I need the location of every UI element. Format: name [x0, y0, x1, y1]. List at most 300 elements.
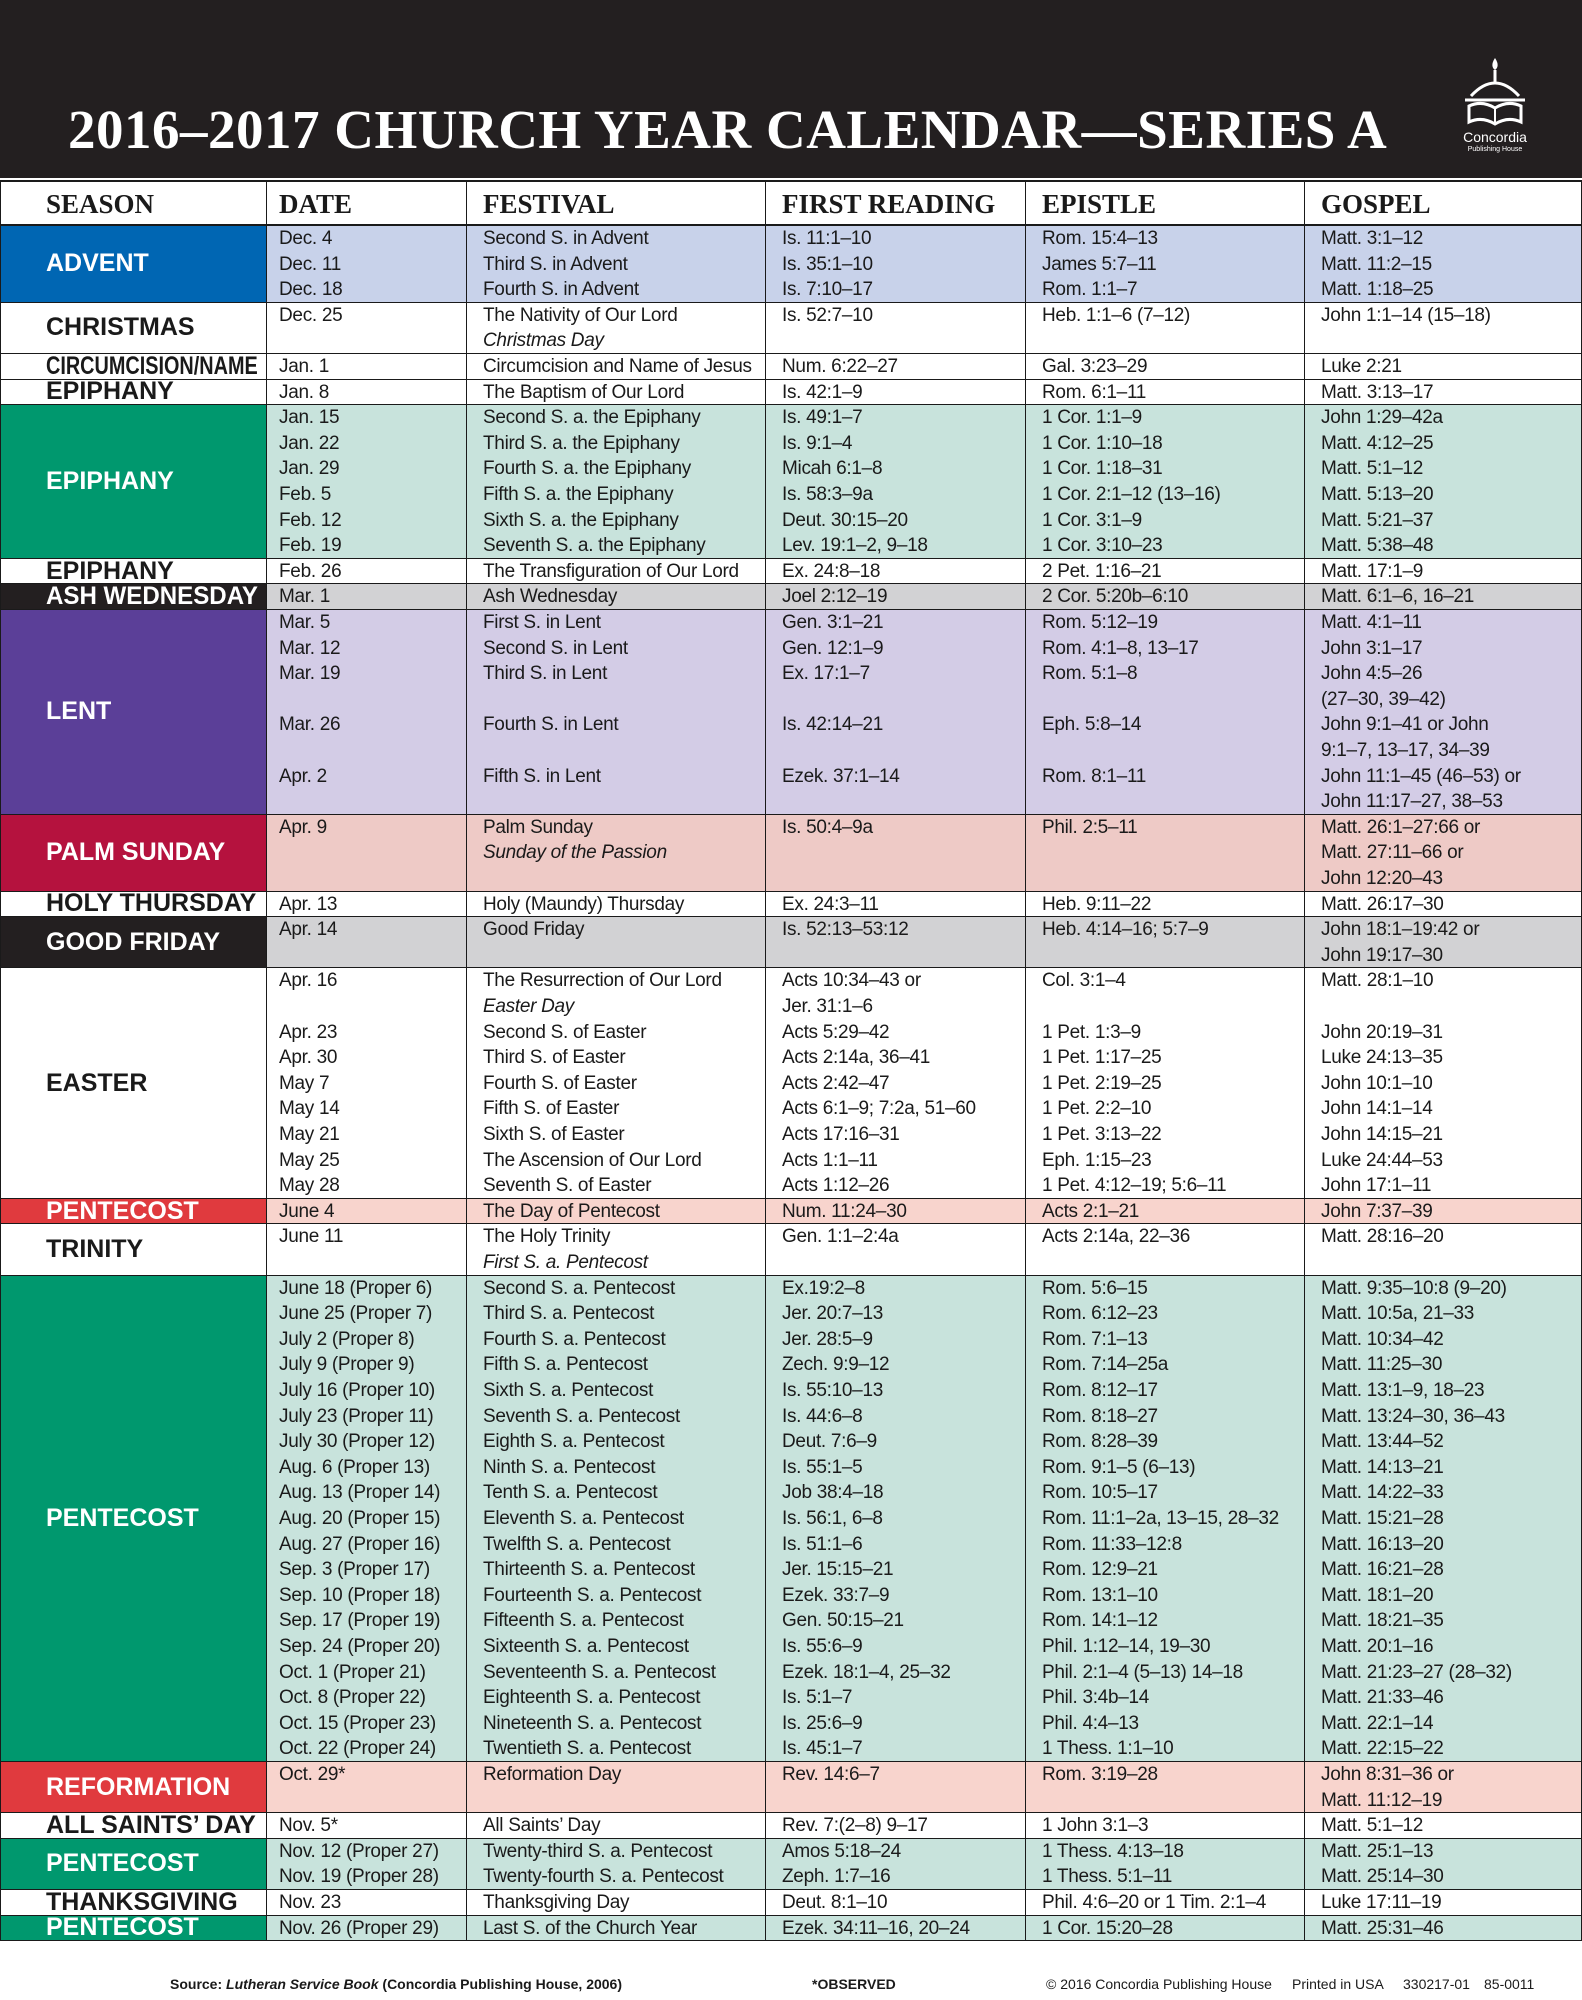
first-reading-cell: Ezek. 37:1–14 — [782, 765, 900, 787]
date-cell: Oct. 8 (Proper 22) — [279, 1687, 426, 1709]
table-row — [266, 1532, 1582, 1558]
gospel-cell: Matt. 18:1–20 — [1321, 1584, 1434, 1606]
season-rows — [266, 584, 1582, 610]
first-reading-cell: Ex. 24:8–18 — [782, 560, 881, 582]
epistle-cell: 1 Pet. 2:2–10 — [1042, 1098, 1152, 1120]
epistle-cell: 1 Cor. 1:18–31 — [1042, 458, 1163, 480]
gospel-cell: Matt. 4:1–11 — [1321, 612, 1422, 633]
season-band — [0, 226, 1582, 303]
page-title: 2016–2017 CHURCH YEAR CALENDAR—SERIES A — [68, 99, 1388, 160]
season-rows — [266, 1916, 1582, 1942]
epistle-cell: Rom. 9:1–5 (6–13) — [1042, 1456, 1196, 1478]
gospel-cell: Matt. 5:13–20 — [1321, 483, 1434, 505]
first-reading-cell: Is. 56:1, 6–8 — [782, 1507, 883, 1529]
date-cell: Feb. 26 — [279, 560, 342, 582]
date-cell: Jan. 8 — [279, 381, 329, 403]
catalog-code: 85-0011 — [1484, 1976, 1535, 1992]
season-label-text: EASTER — [46, 1068, 148, 1097]
gospel-cell: John 7:37–39 — [1321, 1200, 1433, 1222]
first-reading-cell: Zeph. 1:7–16 — [782, 1866, 891, 1888]
date-cell: June 4 — [279, 1200, 335, 1222]
gospel-cell: John 11:1–45 (46–53) or — [1321, 765, 1521, 787]
table-row — [266, 1020, 1582, 1046]
first-reading-cell: Is. 42:1–9 — [782, 381, 863, 403]
date-cell: Jan. 15 — [279, 407, 340, 429]
first-reading-cell: Is. 45:1–7 — [782, 1738, 863, 1760]
source-title: Lutheran Service Book — [226, 1976, 379, 1992]
gospel-cell: Matt. 25:14–30 — [1321, 1866, 1444, 1888]
date-cell: Apr. 2 — [279, 765, 327, 787]
season-label-text: PENTECOST — [46, 1913, 199, 1942]
season-label-text: CIRCUMCISION/NAME — [46, 351, 258, 380]
first-reading-cell: Is. 5:1–7 — [782, 1687, 853, 1709]
season-rows — [266, 405, 1582, 559]
epistle-cell: 1 Thess. 4:13–18 — [1042, 1840, 1184, 1862]
date-cell: Aug. 13 (Proper 14) — [279, 1482, 441, 1504]
festival-cell: The Transfiguration of Our Lord — [483, 560, 739, 582]
festival-cell: Fifth S. of Easter — [483, 1098, 620, 1120]
season-label — [0, 968, 266, 1197]
festival-cell: Fifteenth S. a. Pentecost — [483, 1610, 684, 1632]
season-rows — [266, 380, 1582, 406]
season-label — [0, 226, 266, 302]
observed-note: *OBSERVED — [812, 1976, 896, 1992]
publisher-logo — [1455, 56, 1535, 160]
date-cell: July 2 (Proper 8) — [279, 1328, 415, 1350]
season-rows — [266, 1890, 1582, 1916]
season-band — [0, 377, 1582, 406]
season-rows — [266, 559, 1582, 585]
date-cell: Mar. 1 — [279, 586, 330, 608]
table-row — [266, 866, 1582, 892]
table-row — [266, 482, 1582, 508]
table-row — [266, 764, 1582, 790]
first-reading-cell: Lev. 19:1–2, 9–18 — [782, 535, 928, 557]
festival-cell: Second S. of Easter — [483, 1021, 647, 1043]
date-cell: Feb. 5 — [279, 483, 332, 505]
printed-text: Printed in USA — [1292, 1976, 1384, 1992]
season-label — [0, 1913, 266, 1942]
column-rule — [466, 180, 467, 1941]
gospel-cell: Matt. 10:5a, 21–33 — [1321, 1303, 1475, 1325]
date-cell: Apr. 16 — [279, 970, 338, 992]
date-cell: May 21 — [279, 1123, 340, 1145]
gospel-cell: Matt. 21:23–27 (28–32) — [1321, 1661, 1512, 1683]
gospel-cell: Matt. 28:16–20 — [1321, 1226, 1444, 1248]
product-code: 330217-01 — [1403, 1976, 1470, 1992]
festival-cell: The Day of Pentecost — [483, 1200, 660, 1222]
epistle-cell: Rom. 8:1–11 — [1042, 765, 1147, 787]
epistle-cell: 1 Cor. 3:10–23 — [1042, 535, 1163, 557]
season-band — [0, 1887, 1582, 1916]
column-rule — [266, 180, 267, 1941]
date-cell: Nov. 19 (Proper 28) — [279, 1866, 439, 1888]
source-suffix: (Concordia Publishing House, 2006) — [378, 1976, 622, 1992]
festival-cell: Seventh S. of Easter — [483, 1175, 652, 1197]
table-row — [266, 1327, 1582, 1353]
gospel-cell: John 18:1–19:42 or — [1321, 919, 1480, 941]
gospel-cell: Matt. 22:1–14 — [1321, 1712, 1434, 1734]
season-label-text: EPIPHANY — [46, 377, 174, 406]
gospel-cell: Matt. 5:1–12 — [1321, 458, 1424, 480]
season-band — [0, 584, 1582, 610]
table-row — [266, 1711, 1582, 1737]
season-label — [0, 1887, 266, 1916]
date-cell: Oct. 22 (Proper 24) — [279, 1738, 436, 1760]
epistle-cell: 1 Pet. 1:17–25 — [1042, 1047, 1162, 1069]
date-cell: July 23 (Proper 11) — [279, 1405, 434, 1427]
first-reading-cell: Is. 35:1–10 — [782, 253, 873, 275]
date-cell: Apr. 9 — [279, 816, 327, 838]
season-band — [0, 610, 1582, 815]
season-label-text: PENTECOST — [46, 1196, 199, 1225]
first-reading-cell: Is. 55:1–5 — [782, 1456, 863, 1478]
first-reading-cell: Is. 52:7–10 — [782, 304, 873, 326]
table-row — [266, 1634, 1582, 1660]
season-label-text: LENT — [46, 697, 112, 726]
epistle-cell: Rom. 5:12–19 — [1042, 612, 1158, 633]
epistle-cell: 1 Cor. 1:10–18 — [1042, 432, 1163, 454]
epistle-cell: 2 Cor. 5:20b–6:10 — [1042, 586, 1188, 608]
date-cell: July 16 (Proper 10) — [279, 1379, 435, 1401]
season-label — [0, 303, 266, 353]
epistle-cell: Rom. 13:1–10 — [1042, 1584, 1158, 1606]
table-row — [266, 456, 1582, 482]
festival-cell: Circumcision and Name of Jesus — [483, 356, 752, 377]
table-row — [266, 1045, 1582, 1071]
table-row — [266, 226, 1582, 252]
first-reading-cell: Ezek. 33:7–9 — [782, 1584, 890, 1606]
season-rows — [266, 1224, 1582, 1275]
table-row — [266, 277, 1582, 303]
festival-cell: Sunday of the Passion — [483, 842, 667, 864]
date-cell: Mar. 5 — [279, 612, 330, 633]
festival-cell: Thanksgiving Day — [483, 1892, 630, 1913]
festival-cell: First S. a. Pentecost — [483, 1251, 648, 1273]
table-row — [266, 1506, 1582, 1532]
epistle-cell: Rom. 5:1–8 — [1042, 663, 1138, 685]
first-reading-cell: Rev. 7:(2–8) 9–17 — [782, 1815, 928, 1837]
date-cell: Apr. 23 — [279, 1021, 338, 1043]
gospel-cell: Luke 24:13–35 — [1321, 1047, 1443, 1069]
epistle-cell: Phil. 2:5–11 — [1042, 816, 1138, 838]
date-cell: July 9 (Proper 9) — [279, 1354, 415, 1376]
epistle-cell: Phil. 4:6–20 or 1 Tim. 2:1–4 — [1042, 1892, 1266, 1913]
epistle-cell: 1 Cor. 1:1–9 — [1042, 407, 1142, 429]
first-reading-cell: Ezek. 18:1–4, 25–32 — [782, 1661, 951, 1683]
epistle-cell: Rom. 12:9–21 — [1042, 1559, 1158, 1581]
festival-cell: Eleventh S. a. Pentecost — [483, 1507, 684, 1529]
epistle-cell: Rom. 14:1–12 — [1042, 1610, 1158, 1632]
first-reading-cell: Micah 6:1–8 — [782, 458, 883, 480]
epistle-cell: Heb. 4:14–16; 5:7–9 — [1042, 919, 1209, 941]
gospel-cell: Matt. 13:24–30, 36–43 — [1321, 1405, 1505, 1427]
first-reading-cell: Ex. 24:3–11 — [782, 893, 879, 915]
date-cell: Sep. 24 (Proper 20) — [279, 1635, 441, 1657]
date-cell: Apr. 13 — [279, 893, 338, 915]
season-label-text: EPIPHANY — [46, 556, 174, 585]
date-cell: Jan. 29 — [279, 458, 340, 480]
date-cell: May 7 — [279, 1072, 330, 1094]
table-row — [266, 354, 1582, 380]
date-cell: July 30 (Proper 12) — [279, 1431, 435, 1453]
epistle-cell: Phil. 4:4–13 — [1042, 1712, 1139, 1734]
festival-cell: Reformation Day — [483, 1764, 622, 1785]
season-band — [0, 889, 1582, 918]
first-reading-cell: Jer. 28:5–9 — [782, 1328, 873, 1350]
table-row — [266, 1608, 1582, 1634]
festival-cell: Seventh S. a. the Epiphany — [483, 535, 706, 557]
festival-cell: Sixth S. of Easter — [483, 1123, 625, 1145]
festival-cell: Second S. a. Pentecost — [483, 1277, 675, 1299]
festival-cell: Ash Wednesday — [483, 586, 618, 608]
festival-cell: Second S. in Advent — [483, 228, 649, 249]
date-cell: June 11 — [279, 1226, 344, 1248]
gospel-cell: John 8:31–36 or — [1321, 1764, 1454, 1785]
source-note — [170, 1976, 622, 1992]
festival-cell: Fifth S. a. the Epiphany — [483, 483, 674, 505]
table-row — [266, 1071, 1582, 1097]
gospel-cell: 9:1–7, 13–17, 34–39 — [1321, 739, 1490, 761]
date-cell: Aug. 20 (Proper 15) — [279, 1507, 441, 1529]
festival-cell: Fourth S. of Easter — [483, 1072, 637, 1094]
table-row — [266, 1583, 1582, 1609]
season-band — [0, 405, 1582, 559]
gospel-cell: John 10:1–10 — [1321, 1072, 1433, 1094]
first-reading-cell: Acts 6:1–9; 7:2a, 51–60 — [782, 1098, 976, 1120]
season-label-text: REFORMATION — [46, 1772, 231, 1801]
gospel-cell: Matt. 25:31–46 — [1321, 1917, 1444, 1939]
season-rows — [266, 354, 1582, 380]
gospel-cell: Luke 17:11–19 — [1321, 1892, 1442, 1913]
source-prefix: Source: — [170, 1976, 227, 1992]
epistle-cell: Rom. 6:1–11 — [1042, 381, 1147, 403]
season-band — [0, 1276, 1582, 1762]
season-label — [0, 917, 266, 967]
season-band — [0, 1224, 1582, 1275]
gospel-cell: Matt. 26:17–30 — [1321, 893, 1444, 915]
gospel-cell: John 12:20–43 — [1321, 867, 1443, 889]
date-cell: Dec. 25 — [279, 304, 343, 326]
season-band — [0, 1913, 1582, 1942]
festival-cell: Fifth S. in Lent — [483, 765, 601, 787]
first-reading-cell: Is. 50:4–9a — [782, 816, 873, 838]
table-row — [266, 405, 1582, 431]
table-row — [266, 1660, 1582, 1686]
gospel-cell: Matt. 21:33–46 — [1321, 1687, 1444, 1709]
table-row — [266, 892, 1582, 918]
first-reading-cell: Job 38:4–18 — [782, 1482, 884, 1504]
gospel-cell: John 14:1–14 — [1321, 1098, 1433, 1120]
table-row — [266, 328, 1582, 354]
gospel-cell: John 9:1–41 or John — [1321, 714, 1489, 736]
epistle-cell: Rom. 7:1–13 — [1042, 1328, 1148, 1350]
festival-cell: All Saints’ Day — [483, 1815, 601, 1837]
first-reading-cell: Is. 44:6–8 — [782, 1405, 863, 1427]
first-reading-cell: Zech. 9:9–12 — [782, 1354, 890, 1376]
table-row — [266, 815, 1582, 841]
gospel-cell: John 11:17–27, 38–53 — [1321, 791, 1503, 813]
first-reading-cell: Is. 55:6–9 — [782, 1635, 863, 1657]
first-reading-cell: Is. 7:10–17 — [782, 279, 873, 301]
epistle-cell: Rom. 15:4–13 — [1042, 228, 1158, 249]
header-bar — [0, 0, 1582, 178]
gospel-cell: John 20:19–31 — [1321, 1021, 1443, 1043]
epistle-cell: 1 Thess. 1:1–10 — [1042, 1738, 1174, 1760]
season-band — [0, 1810, 1582, 1839]
date-cell: May 25 — [279, 1149, 340, 1171]
gospel-cell: Matt. 17:1–9 — [1321, 560, 1424, 582]
epistle-cell: Rom. 11:1–2a, 13–15, 28–32 — [1042, 1507, 1279, 1529]
date-cell: Feb. 19 — [279, 535, 342, 557]
festival-cell: Sixth S. a. Pentecost — [483, 1379, 654, 1401]
table-row — [266, 303, 1582, 329]
gospel-cell: Matt. 14:22–33 — [1321, 1482, 1444, 1504]
table-row — [266, 380, 1582, 406]
epistle-cell: Phil. 3:4b–14 — [1042, 1687, 1150, 1709]
date-cell: Oct. 15 (Proper 23) — [279, 1712, 436, 1734]
first-reading-cell: Gen. 3:1–21 — [782, 612, 884, 633]
gospel-cell: Matt. 4:12–25 — [1321, 432, 1434, 454]
date-cell: Mar. 26 — [279, 714, 341, 736]
first-reading-cell: Acts 1:12–26 — [782, 1175, 890, 1197]
season-label — [0, 377, 266, 406]
epistle-cell: Phil. 1:12–14, 19–30 — [1042, 1635, 1211, 1657]
table-row — [266, 1173, 1582, 1199]
festival-cell: First S. in Lent — [483, 612, 601, 633]
first-reading-cell: Deut. 8:1–10 — [782, 1892, 888, 1913]
season-band — [0, 1762, 1582, 1813]
season-band — [0, 351, 1582, 380]
epistle-cell: 1 Cor. 3:1–9 — [1042, 509, 1142, 531]
festival-cell: Last S. of the Church Year — [483, 1917, 698, 1939]
season-band — [0, 815, 1582, 892]
gospel-cell: Matt. 18:21–35 — [1321, 1610, 1444, 1632]
table-row — [266, 1839, 1582, 1865]
gospel-cell: Matt. 6:1–6, 16–21 — [1321, 586, 1475, 608]
table-row — [266, 431, 1582, 457]
table-row — [266, 1224, 1582, 1250]
gospel-cell: Matt. 11:12–19 — [1321, 1789, 1443, 1811]
table-row — [266, 789, 1582, 815]
epistle-cell: Rom. 8:28–39 — [1042, 1431, 1158, 1453]
table-row — [266, 559, 1582, 585]
first-reading-cell: Ex. 17:1–7 — [782, 663, 870, 685]
first-reading-cell: Rev. 14:6–7 — [782, 1764, 880, 1785]
date-cell: Oct. 1 (Proper 21) — [279, 1661, 426, 1683]
table-row — [266, 636, 1582, 662]
first-reading-cell: Amos 5:18–24 — [782, 1840, 901, 1862]
festival-cell: Easter Day — [483, 995, 574, 1017]
season-rows — [266, 815, 1582, 892]
season-label-text: PENTECOST — [46, 1503, 199, 1532]
first-reading-cell: Acts 17:16–31 — [782, 1123, 900, 1145]
season-rows — [266, 226, 1582, 303]
epistle-cell: Rom. 11:33–12:8 — [1042, 1533, 1182, 1555]
epistle-cell: Eph. 5:8–14 — [1042, 714, 1142, 736]
festival-cell: Eighth S. a. Pentecost — [483, 1431, 665, 1453]
festival-cell: Fourth S. in Advent — [483, 279, 639, 301]
gospel-cell: Matt. 16:13–20 — [1321, 1533, 1444, 1555]
season-label — [0, 1762, 266, 1812]
epistle-cell: 1 Pet. 4:12–19; 5:6–11 — [1042, 1175, 1227, 1197]
season-rows — [266, 1276, 1582, 1762]
first-reading-cell: Is. 52:13–53:12 — [782, 919, 909, 941]
column-header-date: DATE — [279, 189, 353, 219]
date-cell: May 28 — [279, 1175, 340, 1197]
epistle-cell: James 5:7–11 — [1042, 253, 1157, 275]
festival-cell: The Nativity of Our Lord — [483, 304, 678, 326]
season-rows — [266, 1762, 1582, 1813]
date-cell: Sep. 10 (Proper 18) — [279, 1584, 441, 1606]
festival-cell: Ninth S. a. Pentecost — [483, 1456, 656, 1478]
festival-cell: Twentieth S. a. Pentecost — [483, 1738, 691, 1760]
festival-cell: Thirteenth S. a. Pentecost — [483, 1559, 695, 1581]
table-row — [266, 1404, 1582, 1430]
epistle-cell: Phil. 2:1–4 (5–13) 14–18 — [1042, 1661, 1243, 1683]
epistle-cell: Rom. 6:12–23 — [1042, 1303, 1158, 1325]
season-label-text: EPIPHANY — [46, 466, 174, 495]
first-reading-cell: Gen. 1:1–2:4a — [782, 1226, 899, 1248]
epistle-cell: Rom. 3:19–28 — [1042, 1764, 1158, 1785]
table-row — [266, 1199, 1582, 1225]
table-row — [266, 508, 1582, 534]
table-row — [266, 1455, 1582, 1481]
epistle-cell: 1 Thess. 5:1–11 — [1042, 1866, 1173, 1888]
logo-subtitle: Publishing House — [1467, 146, 1523, 153]
epistle-cell: Acts 2:14a, 22–36 — [1042, 1226, 1191, 1248]
festival-cell: Twelfth S. a. Pentecost — [483, 1533, 671, 1555]
season-band — [0, 303, 1582, 354]
table-row — [266, 1301, 1582, 1327]
festival-cell: Third S. in Advent — [483, 253, 628, 275]
first-reading-cell: Gen. 50:15–21 — [782, 1610, 904, 1632]
date-cell: Aug. 27 (Proper 16) — [279, 1533, 441, 1555]
table-row — [266, 1813, 1582, 1839]
season-label-text: GOOD FRIDAY — [46, 927, 221, 956]
table-row — [266, 533, 1582, 559]
gospel-cell: John 1:1–14 (15–18) — [1321, 304, 1491, 326]
gospel-cell: Matt. 11:25–30 — [1321, 1354, 1443, 1376]
gospel-cell: Matt. 13:44–52 — [1321, 1431, 1444, 1453]
first-reading-cell: Is. 42:14–21 — [782, 714, 883, 736]
column-rule — [1304, 180, 1305, 1941]
table-row — [266, 917, 1582, 943]
first-reading-cell: Is. 51:1–6 — [782, 1533, 863, 1555]
first-reading-cell: Is. 25:6–9 — [782, 1712, 863, 1734]
epistle-cell: Rom. 5:6–15 — [1042, 1277, 1148, 1299]
gospel-cell: Luke 2:21 — [1321, 356, 1402, 377]
season-label-text: TRINITY — [46, 1234, 144, 1263]
festival-cell: Seventeenth S. a. Pentecost — [483, 1661, 716, 1683]
footer — [0, 1972, 1582, 2000]
first-reading-cell: Acts 2:14a, 36–41 — [782, 1047, 931, 1069]
table-row — [266, 584, 1582, 610]
table-row — [266, 1096, 1582, 1122]
season-label-text: HOLY THURSDAY — [46, 889, 257, 918]
first-reading-cell: Acts 1:1–11 — [782, 1149, 878, 1171]
gospel-cell: Matt. 1:18–25 — [1321, 279, 1434, 301]
epistle-cell: Heb. 1:1–6 (7–12) — [1042, 304, 1191, 326]
table-row — [266, 1762, 1582, 1788]
column-rule — [0, 180, 1, 1941]
season-label-text: PENTECOST — [46, 1849, 199, 1878]
festival-cell: Christmas Day — [483, 330, 604, 352]
gospel-cell: John 19:17–30 — [1321, 944, 1443, 966]
season-label-text: THANKSGIVING — [46, 1887, 238, 1916]
season-rows — [266, 1813, 1582, 1839]
season-rows — [266, 303, 1582, 354]
